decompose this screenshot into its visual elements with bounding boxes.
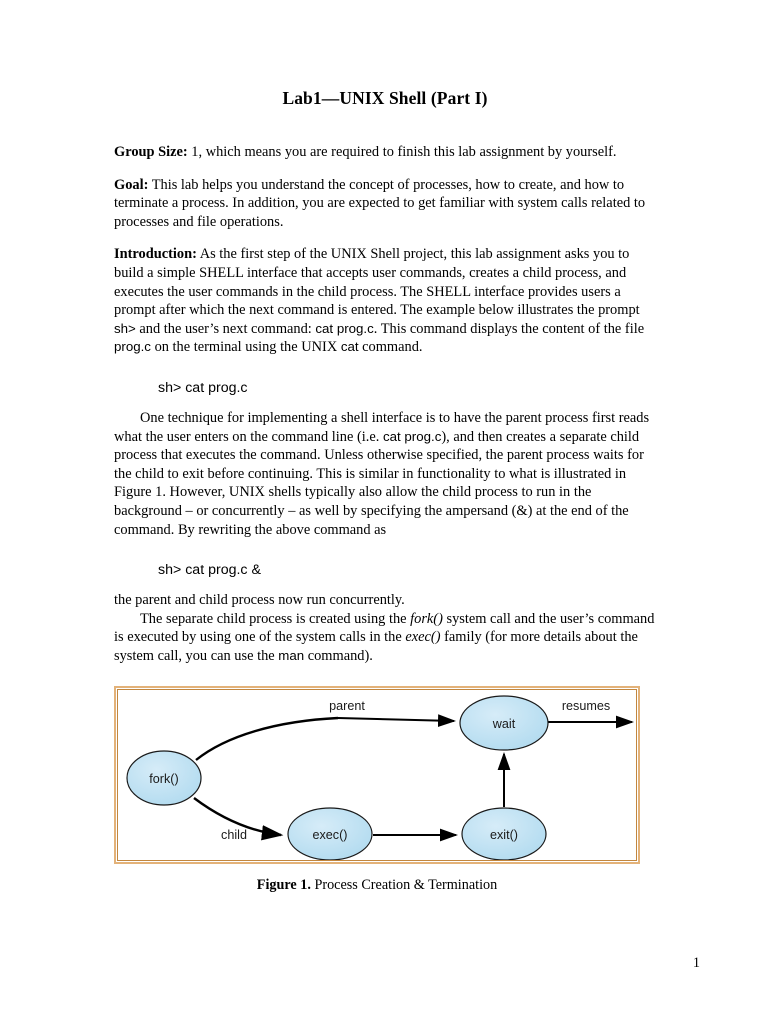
page-number: 1 <box>692 955 700 971</box>
inline-code-cat: cat <box>340 339 359 355</box>
node-exit-label: exit() <box>490 828 518 842</box>
goal-text: This lab helps you understand the concept of processes, how to create, and how to terminate a process. In addition, you are expected to get familiar with system calls related to processes and file operations. <box>114 176 646 230</box>
inline-italic-fork: fork() <box>410 610 443 627</box>
introduction-text-5: command. <box>358 339 423 356</box>
node-fork <box>127 751 201 805</box>
goal-label: Goal: <box>114 176 149 193</box>
paragraph-technique <box>114 409 656 539</box>
introduction-text-2: and the user’s next command: <box>135 320 316 337</box>
node-exec-label: exec() <box>312 828 348 842</box>
inline-code-prompt: sh> <box>114 320 136 336</box>
document-body <box>114 88 656 679</box>
syscalls-text-2: system call and the user’s command is executed by using one of the system calls in the <box>114 610 655 646</box>
example-command-line-2: sh> cat prog.c & <box>158 562 261 579</box>
node-wait-label: wait <box>492 717 516 731</box>
node-wait <box>460 696 548 750</box>
spacer <box>114 397 656 409</box>
paragraph-goal <box>114 176 656 232</box>
paragraph-syscalls <box>114 610 656 666</box>
syscalls-text-1: The separate child process is created using the <box>140 610 411 627</box>
figure-caption <box>114 876 640 894</box>
technique-text-2: ), and then creates a separate child process that executes the command. Unless otherwise specified, the parent process waits for the child to exit before continuing. This is similar in functionality to what is illustrated in Figure 1. However, UNIX shells typically also allow the child process to run in the background – or concurrently – as well by specifying the ampersand (&) at the end of the command. By rewriting the above command as <box>114 428 644 538</box>
syscalls-text-4: command). <box>304 647 373 664</box>
spacer <box>114 553 656 561</box>
inline-code-command-2: cat prog.c <box>382 428 442 444</box>
node-fork-label: fork() <box>149 772 179 786</box>
node-exec <box>288 808 372 860</box>
paragraph-group-size <box>114 143 656 162</box>
introduction-label: Introduction: <box>114 246 197 263</box>
example-command-line-1: sh> cat prog.c <box>158 379 248 396</box>
figure-frame <box>114 686 640 864</box>
inline-code-filename: prog.c <box>114 339 151 355</box>
spacer <box>114 579 656 591</box>
node-exit <box>462 808 546 860</box>
group-size-text: 1, which means you are required to finish this lab assignment by yourself. <box>187 144 617 160</box>
introduction-text-1: As the first step of the UNIX Shell project, this lab assignment asks you to build a simple SHELL interface that accepts user commands, creates a child process, and executes the user commands in the child process. The SHELL interface provides users a prompt after which the next command is entered. The example below illustrates the prompt <box>114 246 640 319</box>
inline-italic-exec: exec() <box>405 629 441 646</box>
edge-label-parent: parent <box>329 699 365 713</box>
technique-text-1: One technique for implementing a shell interface is to have the parent process first reads what the user enters on the command line (i.e. <box>114 409 650 445</box>
group-size-label: Group Size: <box>114 144 188 160</box>
figure-container <box>114 686 640 894</box>
spacer <box>114 371 656 379</box>
syscalls-text-3: family (for more details about the system call, you can use the <box>114 629 638 664</box>
edge-parent-to-wait <box>338 718 454 721</box>
process-lifecycle-diagram <box>116 688 642 866</box>
paragraph-concurrent: the parent and child process now run concurrently. <box>114 592 405 609</box>
inline-code-command: cat prog.c <box>315 320 374 336</box>
edge-fork-to-parent <box>196 718 338 760</box>
figure-caption-label: Figure 1. <box>256 877 311 893</box>
paragraph-introduction <box>114 245 656 357</box>
edge-label-child: child <box>221 828 247 842</box>
edge-label-resumes: resumes <box>561 699 611 713</box>
page-title: Lab1—UNIX Shell (Part I) <box>282 88 488 108</box>
figure-caption-text: Process Creation & Termination <box>310 877 498 893</box>
introduction-text-4: on the terminal using the UNIX <box>150 339 341 356</box>
introduction-text-3: . This command displays the content of the file <box>373 320 645 337</box>
inline-code-man: man <box>278 647 305 663</box>
